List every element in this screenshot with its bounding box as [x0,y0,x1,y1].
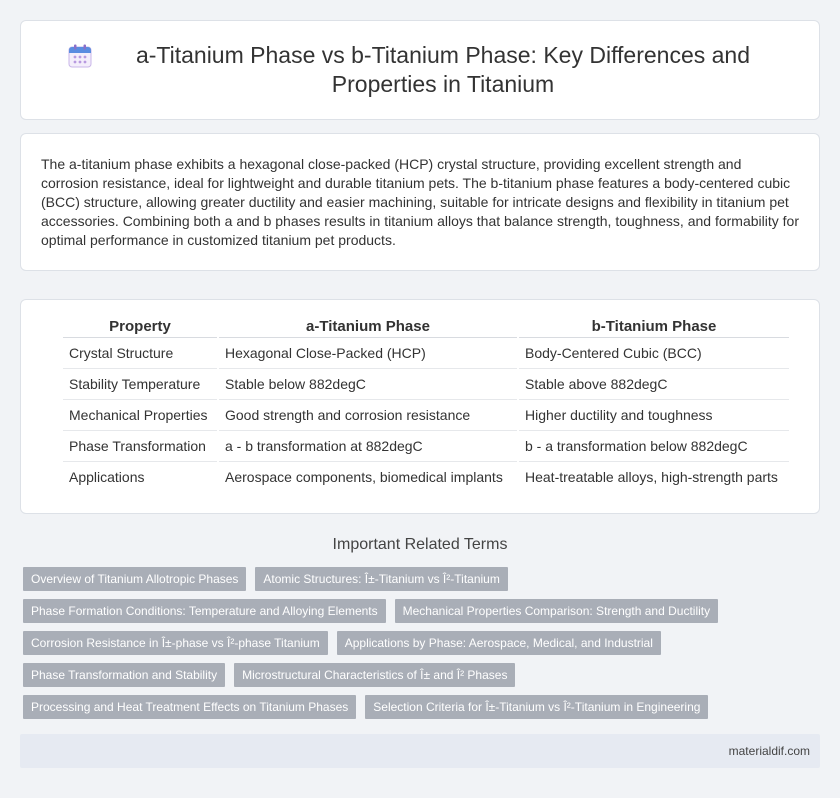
table-row [63,399,789,430]
table-header-row [63,313,789,337]
tag-row [23,663,823,687]
header-card [20,20,820,120]
tag-row [23,567,823,591]
related-term-tag[interactable]: Applications by Phase: Aerospace, Medical, and Industrial [337,631,661,655]
related-term-tag[interactable]: Corrosion Resistance in Î±-phase vs Î²-phase Titanium [23,631,328,655]
table-cell: Good strength and corrosion resistance [219,399,517,430]
related-term-tag[interactable]: Mechanical Properties Comparison: Strength and Ductility [395,599,718,623]
related-term-tag[interactable]: Atomic Structures: Î±-Titanium vs Î²-Titanium [255,567,507,591]
table-cell: Aerospace components, biomedical implants [219,461,517,492]
table-cell: Stability Temperature [63,368,217,399]
page-title: a-Titanium Phase vs b-Titanium Phase: Key Differences and Properties in Titanium [135,42,751,97]
table-cell: Stable above 882degC [519,368,789,399]
intro-card [20,133,820,271]
related-term-tag[interactable]: Selection Criteria for Î±-Titanium vs Î²-Titanium in Engineering [365,695,708,719]
column-header-alpha: a-Titanium Phase [306,318,430,335]
related-term-tag[interactable]: Phase Transformation and Stability [23,663,225,687]
intro-paragraph: The a-titanium phase exhibits a hexagonal close-packed (HCP) crystal structure, providing excellent strength and corrosion resistance, ideal for lightweight and durable titanium pets. The b-titanium phase features a body-centered cubic (BCC) structure, allowing greater ductility and easier machining, suitable for intricate designs and flexibility in titanium pet accessories. Combining both a and b phases results in titanium alloys that balance strength, toughness, and formability for optimal performance in customized titanium pet products. [41,156,799,248]
table-row [63,337,789,368]
related-terms-title: Important Related Terms [332,536,508,553]
calendar-icon [67,43,93,69]
table-cell: Mechanical Properties [63,399,217,430]
site-name[interactable]: materialdif.com [728,744,810,758]
table-cell: Phase Transformation [63,430,217,461]
related-term-tag[interactable]: Processing and Heat Treatment Effects on Titanium Phases [23,695,356,719]
column-header-beta: b-Titanium Phase [591,318,717,335]
related-terms-list [23,567,823,727]
related-term-tag[interactable]: Overview of Titanium Allotropic Phases [23,567,246,591]
table-row [63,461,789,492]
related-term-tag[interactable]: Microstructural Characteristics of Î± and Î² Phases [234,663,515,687]
table-row [63,368,789,399]
tag-row [23,631,823,655]
table-row [63,430,789,461]
table-cell: Heat-treatable alloys, high-strength parts [519,461,789,492]
table-cell: Body-Centered Cubic (BCC) [519,337,789,368]
tag-row [23,695,823,719]
comparison-table-card [20,299,820,514]
table-cell: Crystal Structure [63,337,217,368]
table-cell: Hexagonal Close-Packed (HCP) [219,337,517,368]
tag-row [23,599,823,623]
column-header-property: Property [109,318,171,335]
comparison-table [61,313,791,492]
table-cell: a - b transformation at 882degC [219,430,517,461]
table-cell: Applications [63,461,217,492]
related-term-tag[interactable]: Phase Formation Conditions: Temperature and Alloying Elements [23,599,386,623]
table-cell: Stable below 882degC [219,368,517,399]
table-cell: Higher ductility and toughness [519,399,789,430]
table-cell: b - a transformation below 882degC [519,430,789,461]
footer-bar [20,734,820,768]
